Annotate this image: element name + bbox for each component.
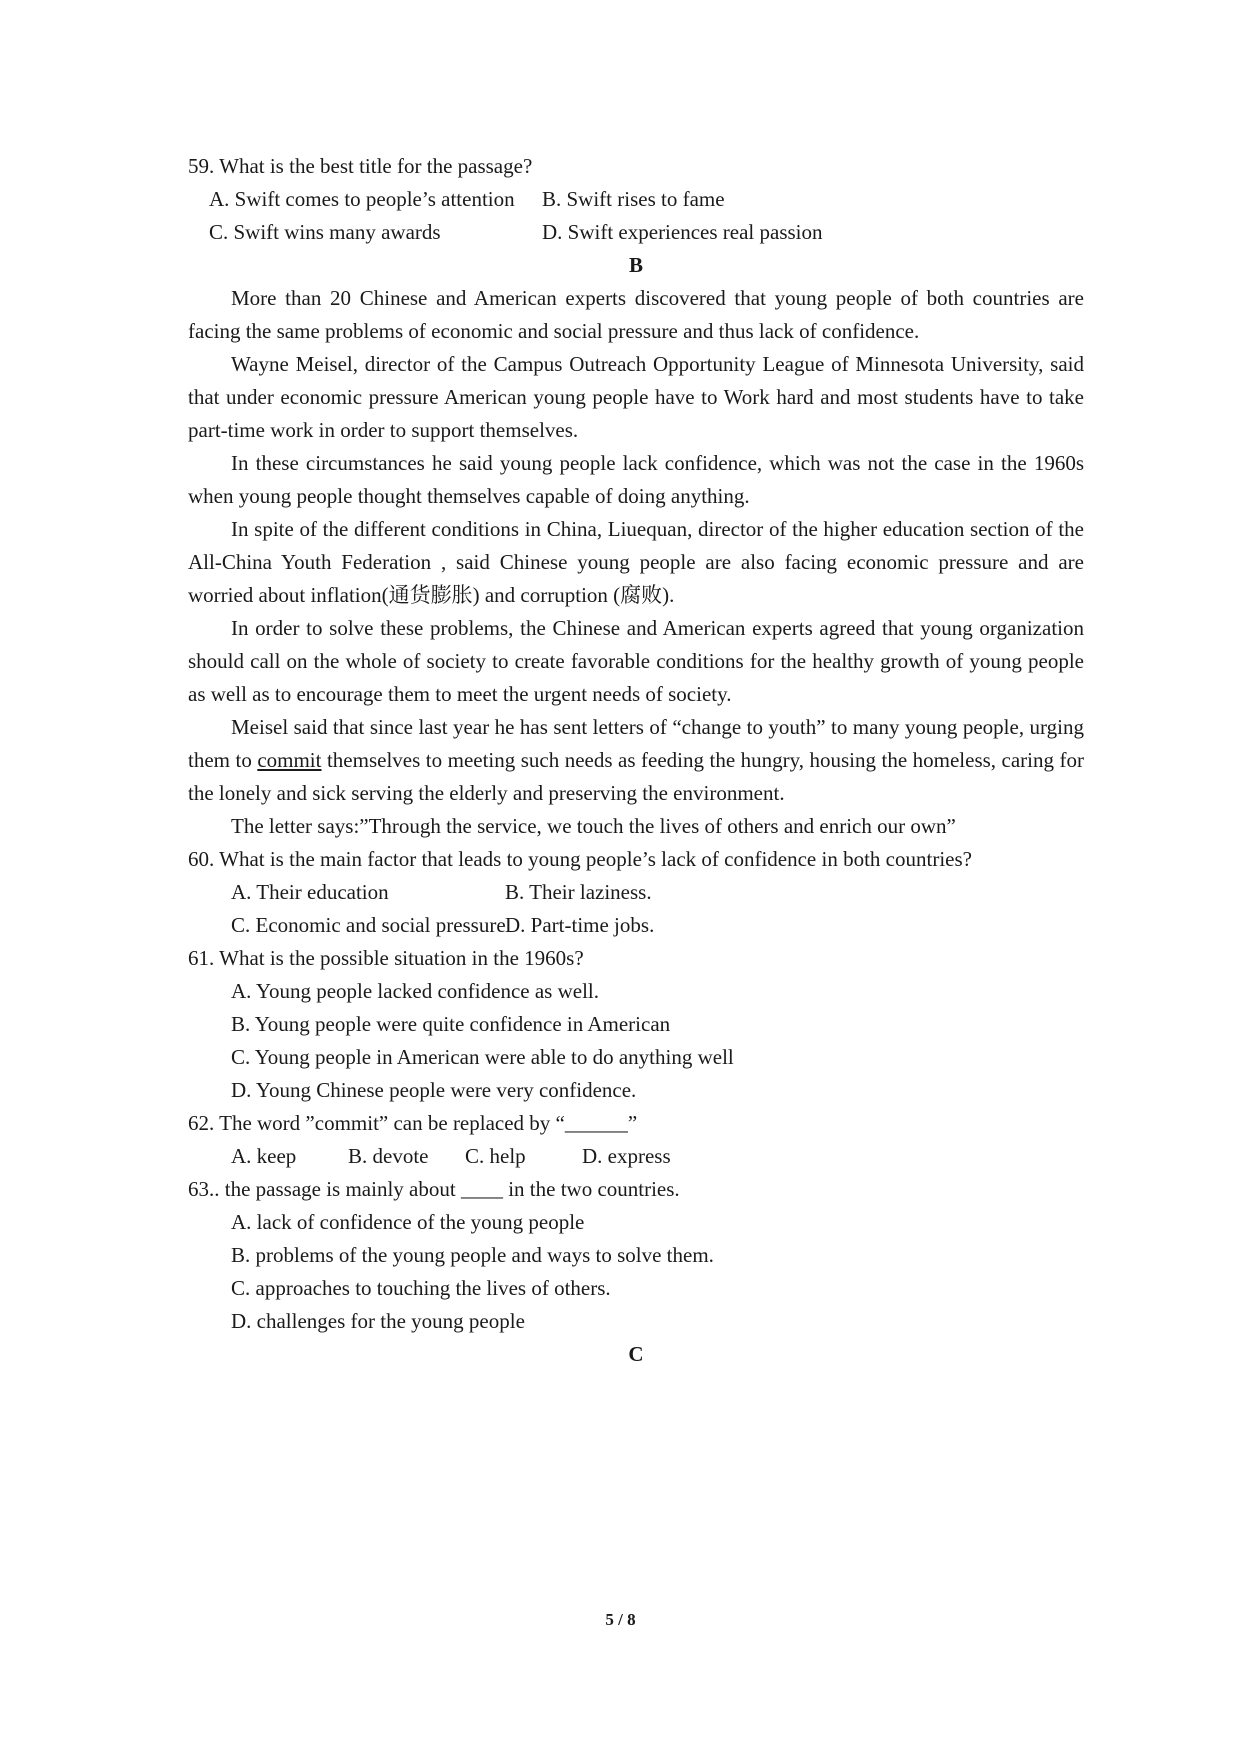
- passage-paragraph-5: In order to solve these problems, the Chinese and American experts agreed that young organization should call on the whole of society to create favorable conditions for the healthy growth of young people as well as to encourage them to meet the urgent needs of society.: [188, 616, 1084, 706]
- q62-option-b: B. devote: [348, 1144, 429, 1168]
- document-page: [188, 150, 1084, 1371]
- page-number: 5 / 8: [605, 1610, 636, 1629]
- passage-paragraph-2: Wayne Meisel, director of the Campus Outreach Opportunity League of Minnesota University, said that under economic pressure American young people have to Work hard and most students have to take part-time work in order to support themselves.: [188, 352, 1084, 442]
- q60-option-a: A. Their education: [231, 880, 389, 904]
- passage-paragraph-7: The letter says:”Through the service, we touch the lives of others and enrich our own”: [231, 814, 956, 838]
- para6-after: themselves to meeting such needs as feeding the hungry, housing the homeless, caring for the lonely and sick serving the elderly and preserving the environment.: [188, 748, 1084, 805]
- q62-option-a: A. keep: [231, 1144, 297, 1168]
- q59-stem: 59. What is the best title for the passage?: [188, 154, 533, 178]
- q60-option-c: C. Economic and social pressure: [231, 913, 506, 937]
- section-b-heading: B: [628, 253, 643, 277]
- passage-paragraph-3: In these circumstances he said young people lack confidence, which was not the case in the 1960s when young people thought themselves capable of doing anything.: [188, 451, 1084, 508]
- q59-options-row2: [188, 216, 1084, 249]
- q63-stem: 63.. the passage is mainly about ____ in the two countries.: [188, 1177, 680, 1201]
- q59-option-c: C. Swift wins many awards: [209, 220, 441, 244]
- q61-option-a: A. Young people lacked confidence as well.: [231, 979, 599, 1003]
- passage-paragraph-1: More than 20 Chinese and American experts discovered that young people of both countries are facing the same problems of economic and social pressure and thus lack of confidence.: [188, 286, 1084, 343]
- q59-options-row1: [188, 183, 1084, 216]
- q60-option-b: B. Their laziness.: [505, 880, 652, 904]
- q63-option-d: D. challenges for the young people: [231, 1309, 525, 1333]
- underlined-word-commit: commit: [257, 748, 322, 772]
- q62-stem: 62. The word ”commit” can be replaced by “______”: [188, 1111, 638, 1135]
- q59-option-a: A. Swift comes to people’s attention: [209, 187, 515, 211]
- section-c-heading: C: [628, 1342, 644, 1366]
- q59-option-b: B. Swift rises to fame: [542, 187, 725, 211]
- q62-option-c: C. help: [465, 1144, 526, 1168]
- para6-before: Meisel said that since last year he has sent letters of “change to youth” to many young people, urging them to: [188, 715, 1084, 772]
- q61-option-c: C. Young people in American were able to do anything well: [231, 1045, 734, 1069]
- q63-option-a: A. lack of confidence of the young people: [231, 1210, 585, 1234]
- q59-option-d: D. Swift experiences real passion: [542, 220, 823, 244]
- q63-option-c: C. approaches to touching the lives of others.: [231, 1276, 611, 1300]
- q62-options-row: [188, 1140, 1084, 1173]
- passage-paragraph-6: [188, 711, 1084, 810]
- q62-option-d: D. express: [582, 1144, 671, 1168]
- q61-stem: 61. What is the possible situation in the 1960s?: [188, 946, 584, 970]
- q60-option-d: D. Part-time jobs.: [505, 913, 655, 937]
- passage-paragraph-4: In spite of the different conditions in China, Liuequan, director of the higher education section of the All-China Youth Federation , said Chinese young people are also facing economic pressure and are worried about inflation(通货膨胀) and corruption (腐败).: [188, 517, 1084, 607]
- q60-stem: 60. What is the main factor that leads to young people’s lack of confidence in both countries?: [188, 847, 972, 871]
- q61-option-d: D. Young Chinese people were very confidence.: [231, 1078, 637, 1102]
- q61-option-b: B. Young people were quite confidence in American: [231, 1012, 671, 1036]
- q60-options-row2: [188, 909, 1084, 942]
- q63-option-b: B. problems of the young people and ways to solve them.: [231, 1243, 714, 1267]
- q60-options-row1: [188, 876, 1084, 909]
